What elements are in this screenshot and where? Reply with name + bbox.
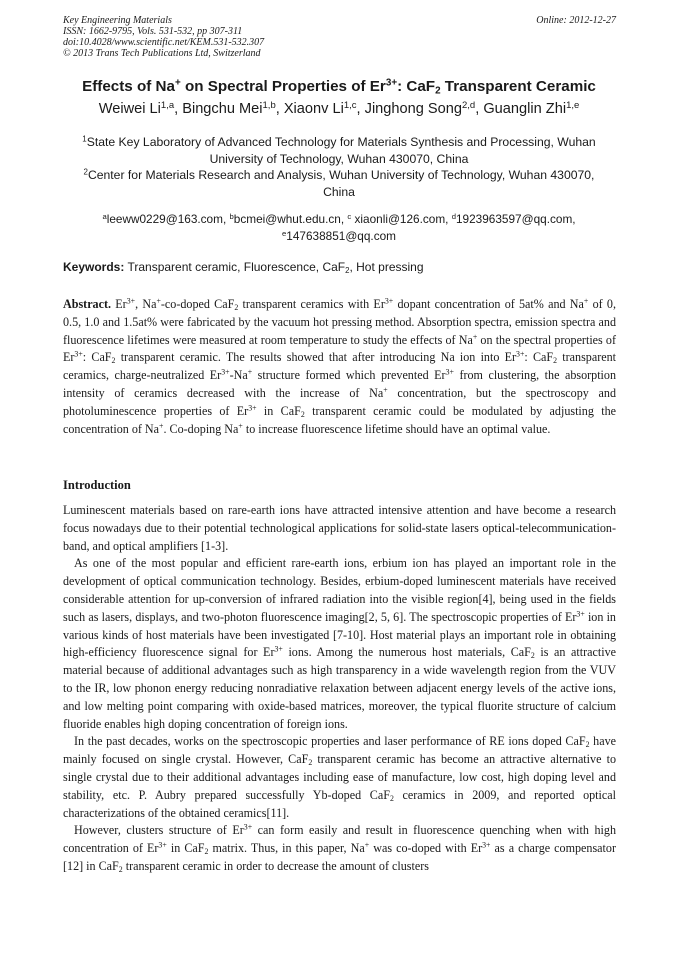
affiliation-1: $^1$State Key Laboratory of Advanced Technology for Materials Synthesis and Processing, Wuhan University of Technology, Wuhan 430070, China <box>82 134 596 166</box>
doi-line: doi:10.4028/www.scientific.net/KEM.531-532.307 <box>63 37 265 48</box>
author: Xiaonv Li$^{1,c}$ <box>283 99 357 117</box>
author-list: Weiwei Li$^{1,a}$, Bingchu Mei$^{1,b}$, Xiaonv Li$^{1,c}$, Jinghong Song$^{2,d}$, Guanglin Zhi$^{1,e}$ <box>98 99 580 117</box>
copyright-line: © 2013 Trans Tech Publications Ltd, Switzerland <box>63 48 261 59</box>
paper-title: Effects of Na+ on Spectral Properties of $Er^{3+}$: CaF$_2$ Transparent Ceramic <box>82 77 596 97</box>
affiliation-2: $^2$Center for Materials Research and Analysis, Wuhan University of Technology, Wuhan 430070, China <box>83 167 595 199</box>
author: Bingchu Mei$^{1,b}$ <box>182 99 276 117</box>
abstract-label: Abstract. <box>63 297 112 311</box>
keywords-label: Keywords: <box>63 260 125 274</box>
paragraph: However, clusters structure of $Er^{3+}$ can form easily and result in fluorescence quenching when with high concentration of $Er^{3+}$ in CaF$_2$ matrix. Thus, in this paper, Na+ was co-doped with $Er^{3+}$ as a charge compensator [12] in CaF$_2$ transparent ceramic in order to decrease the amount of clusters <box>63 823 616 874</box>
abstract: Abstract. $Er^{3+}$, Na+-co-doped CaF$_2$ transparent ceramics with $Er^{3+}$ dopant concentration of 5at% and Na+ of 0, 0.5, 1.0 and 1.5at% were fabricated by the vacuum hot pressing method. Absorption spectra, emission spectra and fluorescence lifetimes were measured at room temperature to study the effects of Na+ on the spectral properties of $Er^{3+}$: CaF$_2$ transparent ceramic. The results showed that after introducing Na ion into $Er^{3+}$: CaF$_2$ transparent ceramics, charge-neutralized $Er^{3+}-Na^+$ structure formed which prevented $Er^{3+}$ from clustering, the absorption intensity of ceramics decreased with the increase of Na+ concentration, but the spectroscopy and photoluminescence properties of $Er^{3+}$ in CaF$_2$ transparent ceramic could be modulated by adjusting the concentration of Na+. Co-doping Na+ to increase fluorescence lifetime should have an optimal value. <box>63 296 617 436</box>
author: Guanglin Zhi$^{1,e}$ <box>483 99 580 117</box>
journal-header <box>63 15 616 59</box>
paragraph: Luminescent materials based on rare-earth ions have attracted intensive attention and have become a research focus nowadays due to their potential technological applications for solid-state lasers optical-telecommunication-band, and optical amplifiers [1-3]. <box>63 503 616 553</box>
author: Weiwei Li$^{1,a}$ <box>98 99 175 117</box>
introduction-body <box>63 502 616 876</box>
journal-name: Key Engineering Materials <box>63 15 172 26</box>
author-emails: $^a$leeww0229@163.com, $^b$bcmei@whut.edu.cn, $^c$ xiaonli@126.com, $^d$1923963597@qq.com, $^e$147638851@qq.com <box>102 211 576 243</box>
issn-line: ISSN: 1662-9795, Vols. 531-532, pp 307-311 <box>63 26 243 37</box>
paragraph: As one of the most popular and efficient rare-earth ions, erbium ion has played an important role in the development of optical communication technology. Besides, erbium-doped luminescent materials have received considerable attention for up-conversion of infrared radiation into the visible region[4], being used in the fields such as lasers, displays, and two-photon fluorescence imaging[2, 5, 6]. The spectroscopic properties of $Er^{3+}$ ion in various kinds of host materials have been investigated [7-10]. Host material plays an important role in obtaining high-efficiency fluorescence signal for $Er^{3+}$ ions. Among the numerous host materials, CaF$_2$ is an attractive material because of additional advantages such as high transparency in a wide wavelength region from the VUV to the IR, low phonon energy reducing nonradiative relaxation between adjacent energy levels of the active ions, and low melting point comparing with oxide-based matrices, moreover, the typical fluorite structure of calcium fluoride enables high doping concentration of foreign ions. <box>63 556 617 731</box>
introduction-heading: Introduction <box>63 478 131 492</box>
author: Jinghong Song$^{2,d}$ <box>364 99 476 117</box>
keywords: Keywords: Transparent ceramic, Fluorescence, CaF$_2$, Hot pressing <box>63 260 424 275</box>
online-date: Online: 2012-12-27 <box>536 15 616 26</box>
paragraph: In the past decades, works on the spectroscopic properties and laser performance of RE ions doped CaF$_2$ have mainly focused on single crystal. However, CaF$_2$ transparent ceramic has become an attractive alternative to single crystal due to their additional advantages including ease of manufacture, low cost, high doping level and stability, etc. P. Aubry prepared successfully Yb-doped CaF$_2$ ceramics in 2009, and reported optical characterizations of the obtained ceramics[11]. <box>63 734 616 820</box>
